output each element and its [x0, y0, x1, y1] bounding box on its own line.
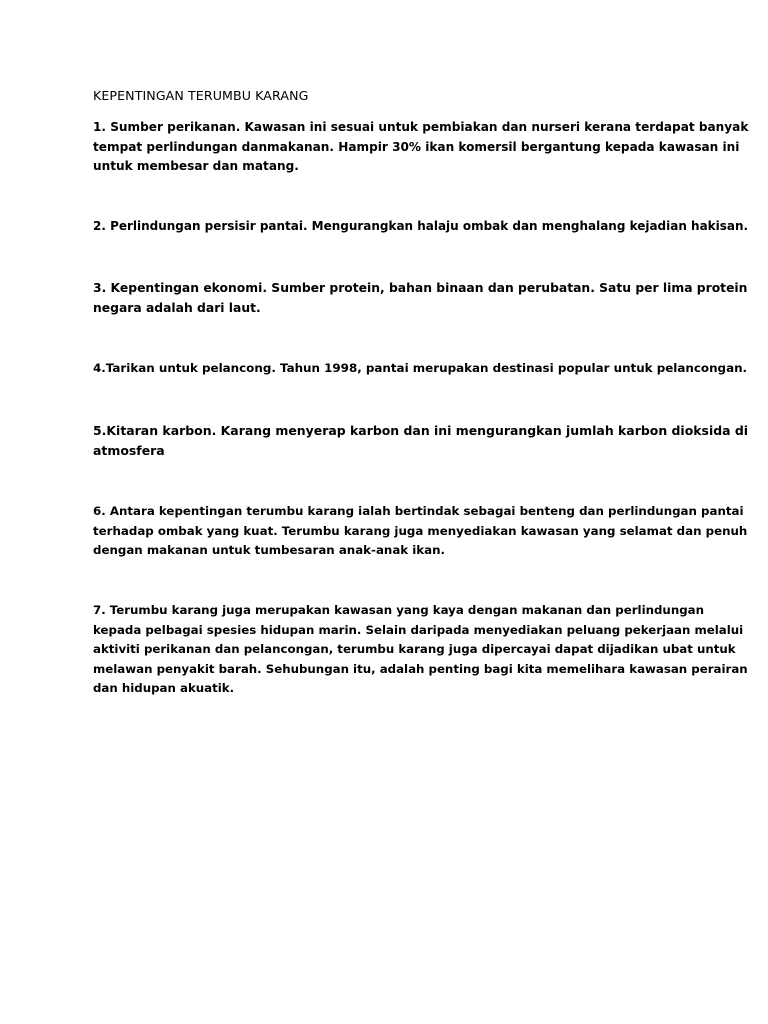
paragraph-line: dan hidupan akuatik. [93, 681, 235, 695]
paragraph-6 [93, 502, 747, 561]
paragraph-line: 2. Perlindungan persisir pantai. Mengurangkan halaju ombak dan menghalang kejadian hakisan. [93, 219, 749, 233]
paragraph-line: dengan makanan untuk tumbesaran anak-anak ikan. [93, 543, 446, 557]
paragraph-line: melawan penyakit barah. Sehubungan itu, adalah penting bagi kita memelihara kawasan perairan [93, 661, 748, 676]
paragraph-3 [93, 279, 747, 318]
paragraph-line: tempat perlindungan danmakanan. Hampir 30% ikan komersil bergantung kepada kawasan ini [93, 139, 740, 154]
paragraph-line: kepada pelbagai spesies hidupan marin. Selain daripada menyediakan peluang pekerjaan melalui [93, 622, 744, 637]
paragraph-line: 7. Terumbu karang juga merupakan kawasan yang kaya dengan makanan dan perlindungan [93, 603, 704, 617]
paragraph-line: 1. Sumber perikanan. Kawasan ini sesuai untuk pembiakan dan nurseri kerana terdapat banyak [93, 120, 749, 134]
paragraph-line: 5.Kitaran karbon. Karang menyerap karbon dan ini mengurangkan jumlah karbon dioksida di [93, 423, 749, 438]
paragraph-line: 3. Kepentingan ekonomi. Sumber protein, bahan binaan dan perubatan. Satu per lima protein [93, 281, 748, 295]
paragraph-line: untuk membesar dan matang. [93, 159, 299, 173]
paragraph-line: terhadap ombak yang kuat. Terumbu karang juga menyediakan kawasan yang selamat dan penuh [93, 523, 748, 538]
document-title: KEPENTINGAN TERUMBU KARANG [93, 88, 309, 103]
paragraph-2 [93, 217, 748, 237]
paragraph-line: 4.Tarikan untuk pelancong. Tahun 1998, pantai merupakan destinasi popular untuk pelancongan. [93, 361, 748, 375]
paragraph-4 [93, 359, 747, 379]
paragraph-line: atmosfera [93, 442, 165, 458]
paragraph-7 [93, 601, 748, 699]
paragraph-5 [93, 421, 748, 460]
paragraph-1 [93, 118, 748, 177]
paragraph-line: aktiviti perikanan dan pelancongan, terumbu karang juga dipercayai dapat dijadikan ubat untuk [93, 642, 736, 656]
paragraph-line: negara adalah dari laut. [93, 300, 261, 315]
paragraph-line: 6. Antara kepentingan terumbu karang ialah bertindak sebagai benteng dan perlindungan pantai [93, 504, 744, 518]
